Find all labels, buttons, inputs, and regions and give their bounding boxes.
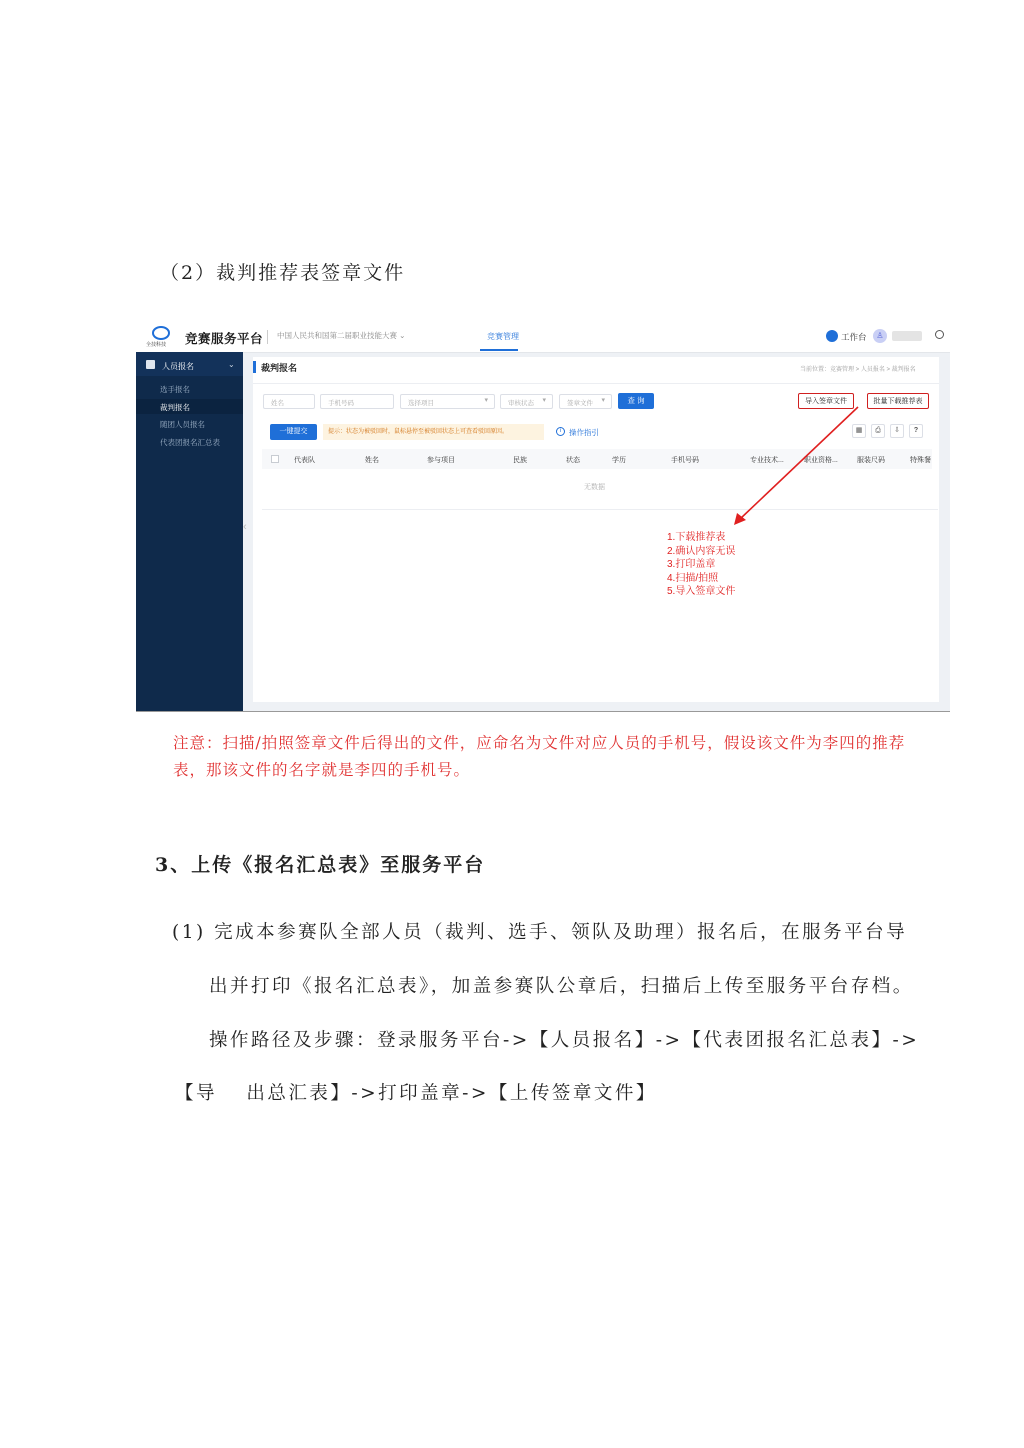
tip-banner: 提示：状态为被驳回时，鼠标悬停至被驳回状态上可查看驳回原因。 (323, 424, 544, 440)
paragraph-line: 【导 出总汇表】->打印盖章->【上传签章文件】 (175, 1083, 657, 1104)
nav-competition-management[interactable]: 竞赛管理 (487, 332, 519, 341)
grid-icon[interactable]: ▦ (852, 424, 866, 438)
paragraph-line: 出并打印《报名汇总表》，加盖参赛队公章后，扫描后上传至服务平台存档。 (209, 976, 914, 997)
chevron-down-icon: ▾ (601, 397, 605, 404)
paragraph-line: 操作路径及步骤：登录服务平台->【人员报名】->【代表团报名汇总表】-> (209, 1030, 920, 1051)
sidebar-item-referee[interactable]: 裁判报名 (160, 403, 190, 412)
page-title: 裁判报名 (261, 363, 298, 373)
phone-input[interactable]: 手机号码 (320, 394, 394, 409)
competition-select[interactable]: 中国人民共和国第二届职业技能大赛 ⌄ (277, 331, 405, 340)
chevron-down-icon: ▾ (484, 397, 488, 404)
platform-screenshot (136, 321, 950, 712)
operation-guide-link[interactable]: 操作指引 (569, 428, 599, 437)
query-button[interactable]: 查 询 (618, 393, 654, 409)
one-key-submit-button[interactable]: 一键提交 (270, 424, 317, 440)
sidebar-item-summary[interactable]: 代表团报名汇总表 (160, 438, 220, 447)
column-header: 服装尺码 (857, 457, 885, 464)
step-item: 3.打印盖章 (667, 559, 716, 570)
column-header: 学历 (612, 457, 626, 464)
step-item: 1.下载推荐表 (667, 532, 726, 543)
name-input[interactable]: 姓名 (263, 394, 315, 409)
avatar[interactable]: ♙ (873, 329, 887, 343)
collapse-icon[interactable]: ‹ (243, 521, 247, 533)
heading-upload-summary: 3、上传《报名汇总表》至服务平台 (155, 854, 486, 876)
warning-note: 注意：扫描/拍照签章文件后得出的文件，应命名为文件对应人员的手机号，假设该文件为李四的推荐表，那该文件的名字就是李四的手机号。 (173, 734, 906, 779)
project-select-placeholder: 选择项目 (408, 400, 434, 407)
print-icon[interactable]: ⎙ (871, 424, 885, 438)
breadcrumb: 当前位置：竞赛管理 > 人员报名 > 裁判报名 (800, 367, 916, 373)
import-sign-file-button[interactable]: 导入签章文件 (798, 393, 854, 409)
brand-title: 竞赛服务平台 (185, 332, 264, 346)
annotation-arrow (136, 321, 950, 711)
logo-subtext: 全技科技 (146, 342, 167, 348)
workspace-label[interactable]: 工作台 (841, 332, 867, 342)
column-header: 专业技术... (750, 457, 784, 464)
sign-file-placeholder: 签章文件 (567, 400, 593, 407)
column-header: 姓名 (365, 457, 379, 464)
chevron-down-icon[interactable]: ⌄ (228, 360, 235, 369)
column-header: 代表队 (294, 457, 315, 464)
help-icon[interactable]: ? (909, 424, 923, 438)
column-header: 职业资格... (804, 457, 838, 464)
chevron-down-icon: ▾ (542, 397, 546, 404)
column-header: 民族 (513, 457, 527, 464)
column-header: 参与项目 (427, 457, 455, 464)
competition-select-value: 中国人民共和国第二届职业技能大赛 (277, 331, 397, 340)
sidebar-item-contestant[interactable]: 选手报名 (160, 385, 190, 394)
empty-text: 无数据 (584, 484, 605, 491)
column-header: 特殊餐 (910, 457, 931, 464)
step-item: 4.扫描/拍照 (667, 572, 719, 584)
sidebar-item-staff[interactable]: 随团人员报名 (160, 420, 205, 429)
step-item: 2.确认内容无误 (667, 545, 736, 557)
annotation-steps (667, 531, 735, 599)
audit-status-placeholder: 审核状态 (508, 400, 534, 407)
batch-download-button[interactable]: 批量下载推荐表 (867, 393, 929, 409)
info-icon[interactable]: i (556, 427, 565, 436)
paragraph-line: (1) 完成本参赛队全部人员（裁判、选手、领队及助理）报名后，在服务平台导 (172, 922, 908, 943)
column-header: 手机号码 (671, 457, 699, 464)
sidebar-group-label[interactable]: 人员报名 (162, 362, 194, 371)
section-heading: （2）裁判推荐表签章文件 (160, 262, 406, 284)
step-item: 5.导入签章文件 (667, 586, 736, 597)
column-header: 状态 (566, 457, 580, 464)
export-icon[interactable]: ⇩ (890, 424, 904, 438)
